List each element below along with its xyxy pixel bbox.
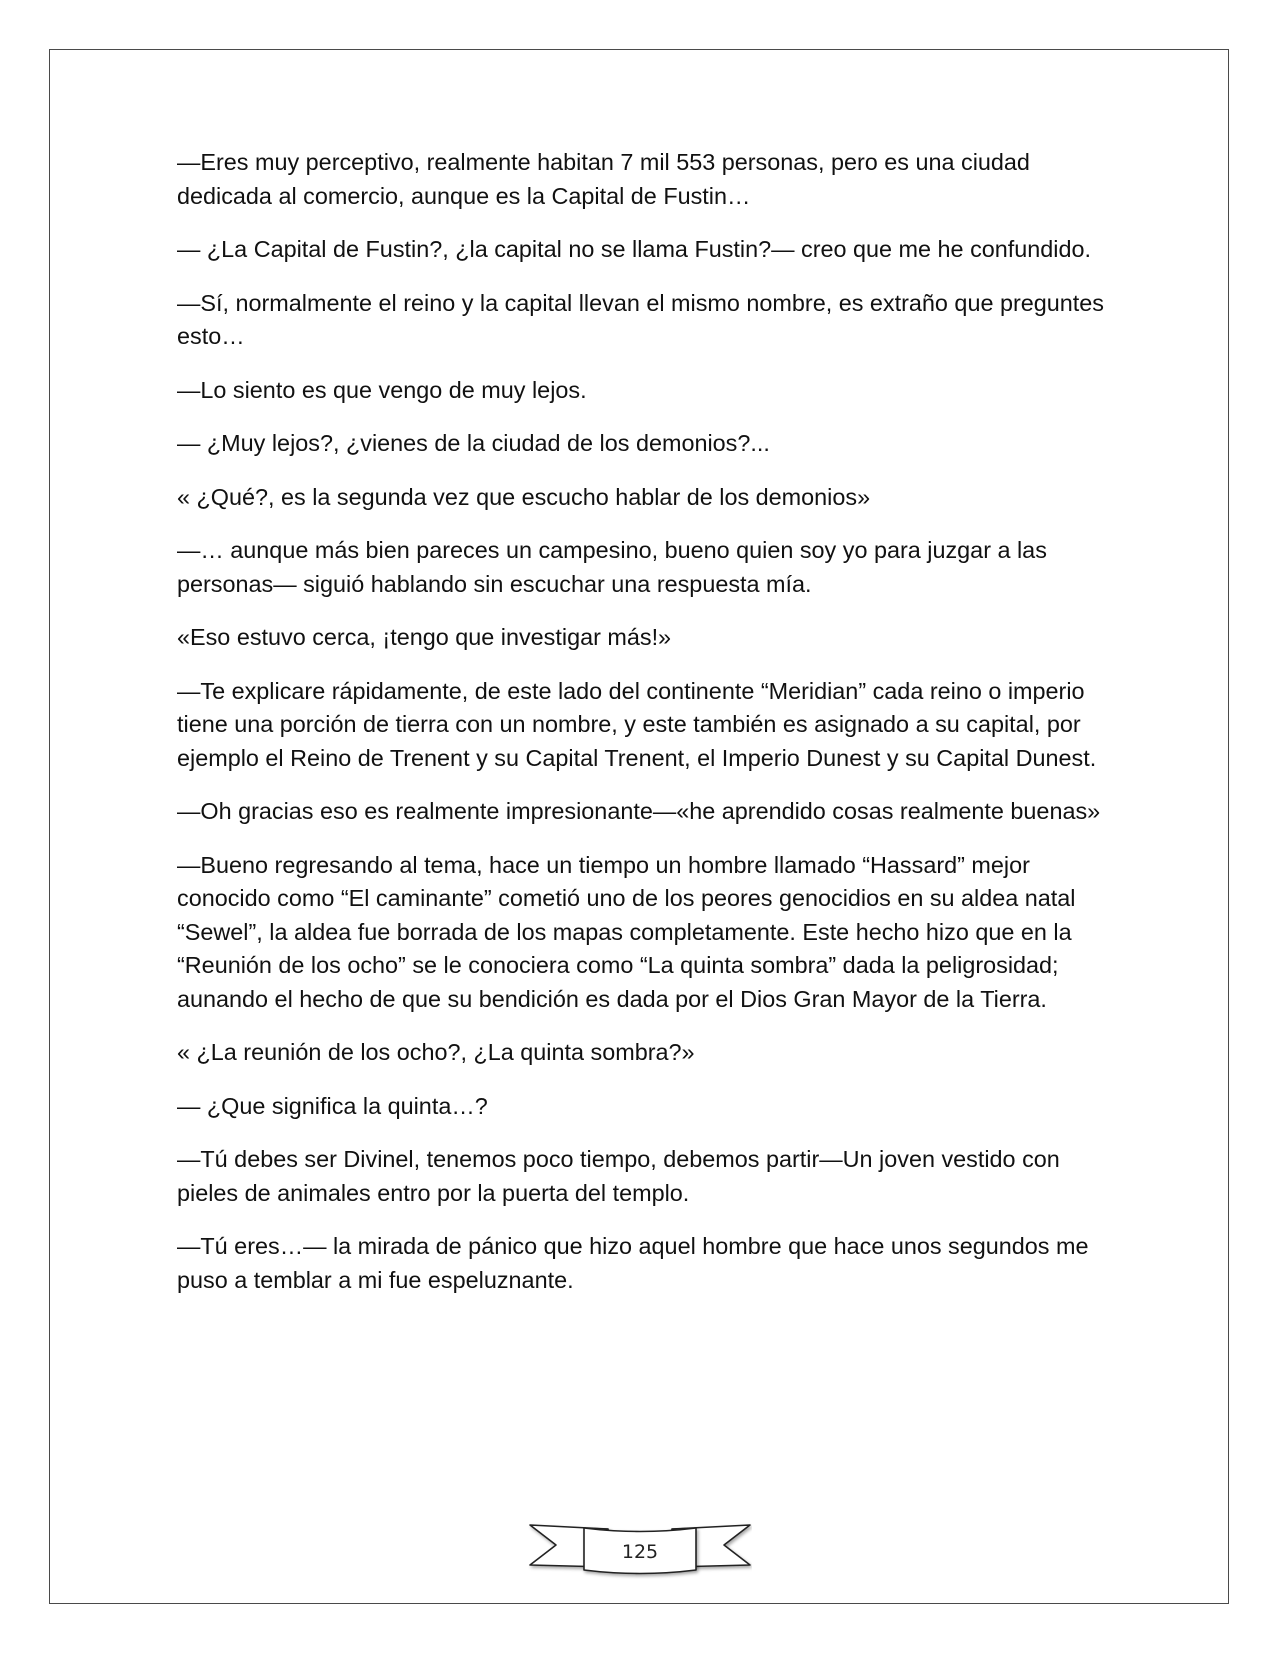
paragraph: —Oh gracias eso es realmente impresionante—«he aprendido cosas realmente buenas» xyxy=(177,798,1101,824)
paragraph: — ¿La Capital de Fustin?, ¿la capital no se llama Fustin?— creo que me he confundido. xyxy=(177,236,1092,262)
paragraph: —Sí, normalmente el reino y la capital llevan el mismo nombre, es extraño que preguntes esto… xyxy=(177,289,1104,349)
paragraph: — ¿Muy lejos?, ¿vienes de la ciudad de los demonios?... xyxy=(177,430,770,456)
paragraph: —Lo siento es que vengo de muy lejos. xyxy=(177,376,587,403)
paragraph: «Eso estuvo cerca, ¡tengo que investigar más!» xyxy=(177,624,672,650)
paragraph: —… aunque más bien pareces un campesino, bueno quien soy yo para juzgar a las personas— siguió hablando sin escuchar una respuesta mía. xyxy=(177,537,1047,597)
paragraph: —Tú debes ser Divinel, tenemos poco tiempo, debemos partir—Un joven vestido con pieles de animales entro por la puerta del templo. xyxy=(177,1146,1060,1206)
paragraph: « ¿La reunión de los ocho?, ¿La quinta sombra?» xyxy=(177,1039,695,1065)
paragraph: —Eres muy perceptivo, realmente habitan 7 mil 553 personas, pero es una ciudad dedicada al comercio, aunque es la Capital de Fustin… xyxy=(177,149,1030,209)
page-number: 125 xyxy=(621,1541,659,1563)
document-body xyxy=(177,146,1107,1317)
paragraph: — ¿Que significa la quinta…? xyxy=(177,1092,488,1119)
paragraph: —Bueno regresando al tema, hace un tiempo un hombre llamado “Hassard” mejor conocido como “El caminante” cometió uno de los peores genocidios en su aldea natal “Sewel”, la aldea fue borrada de los mapas completamente. Este hecho hizo que en la “Reunión de los ocho” se le conociera como “La quinta sombra” dada la peligrosidad; aunando el hecho de que su bendición es dada por el Dios Gran Mayor de la Tierra. xyxy=(177,851,1076,1012)
page-number-banner xyxy=(528,1515,752,1585)
paragraph: —Te explicare rápidamente, de este lado del continente “Meridian” cada reino o imperio tiene una porción de tierra con un nombre, y este también es asignado a su capital, por ejemplo el Reino de Trenent y su Capital Trenent, el Imperio Dunest y su Capital Dunest. xyxy=(177,677,1097,771)
paragraph: —Tú eres…— la mirada de pánico que hizo aquel hombre que hace unos segundos me puso a temblar a mi fue espeluznante. xyxy=(177,1233,1089,1293)
paragraph: « ¿Qué?, es la segunda vez que escucho hablar de los demonios» xyxy=(177,483,871,510)
